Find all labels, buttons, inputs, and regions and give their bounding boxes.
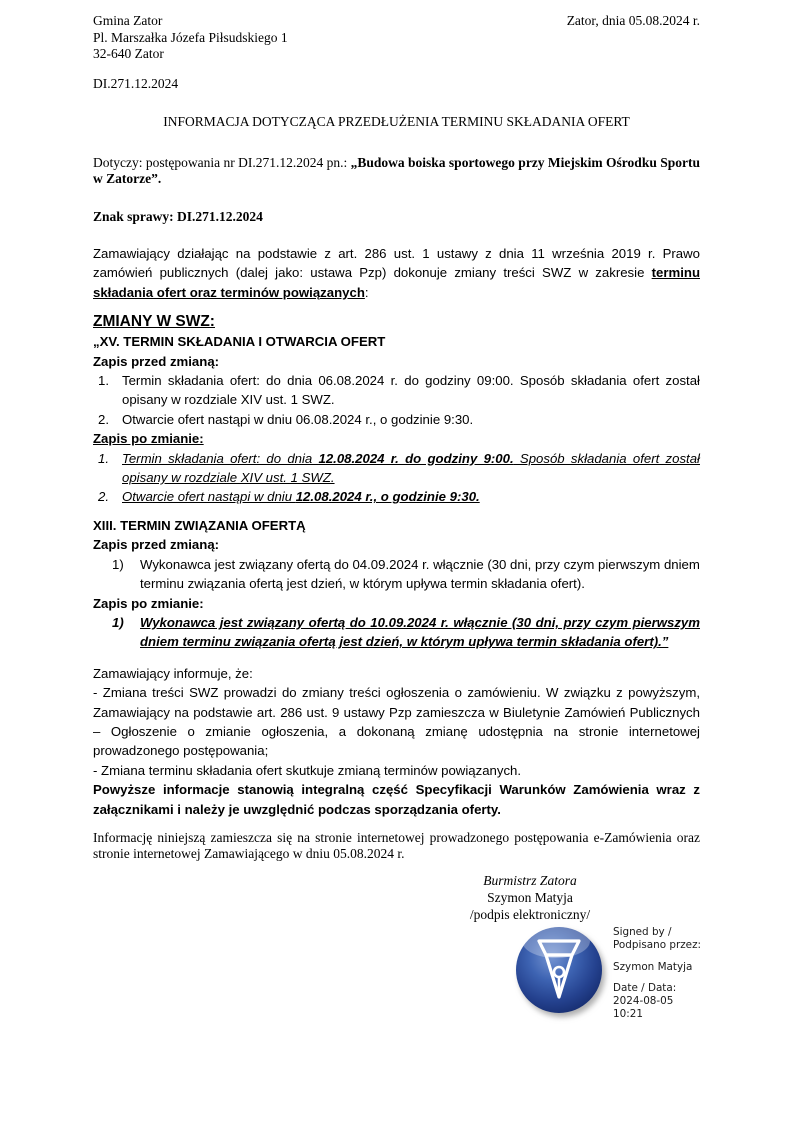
section-xiii-heading: XIII. TERMIN ZWIĄZANIA OFERTĄ	[93, 517, 306, 533]
xv-before-label: Zapis przed zmianą:	[93, 353, 220, 369]
list-item	[93, 555, 700, 594]
stamp-time-value: 10:21	[613, 1007, 643, 1020]
list-marker: 1.	[98, 373, 109, 389]
place-date: Zator, dnia 05.08.2024 r.	[566, 13, 700, 28]
pen-nib-icon	[514, 925, 604, 1015]
list-item-text: Termin składania ofert: do dnia 06.08.2024 r. do godziny 09:00. Sposób składania ofert został opisany w rozdziale XIV ust. 1 SWZ.	[122, 373, 700, 408]
stamp-text	[613, 925, 701, 1021]
sender-block	[93, 13, 288, 63]
section-xv-heading: „XV. TERMIN SKŁADANIA I OTWARCIA OFERT	[93, 334, 386, 350]
list-item	[93, 613, 700, 652]
list-item	[93, 487, 700, 506]
stamp-signed-by-line2: Podpisano przez:	[613, 938, 702, 951]
closing-paragraph: Informację niniejszą zamieszcza się na stronie internetowej prowadzonego postępowania e-Zamówienia oraz stronie internetowej Zamawiającego w dniu 05.08.2024 r.	[93, 829, 700, 862]
informs-label: Zamawiający informuje, że:	[93, 665, 253, 681]
list-marker: 2.	[98, 489, 109, 505]
regarding-text: Dotyczy: postępowania nr DI.271.12.2024 pn.:	[93, 154, 351, 170]
intro-text: Zamawiający działając na podstawie z art. 286 ust. 1 ustawy z dnia 11 września 2019 r. Prawo zamówień publicznych (dalej jako: ustawa Pzp) dokonuje zmiany treści SWZ w zakresie	[93, 246, 700, 281]
signature-note: /podpis elektroniczny/	[469, 906, 591, 922]
informs-point-2: - Zmiana terminu składania ofert skutkuje zmianą terminów powiązanych.	[93, 762, 522, 778]
list-item	[93, 410, 700, 429]
list-item-text	[122, 451, 700, 485]
informs-bold-note: Powyższe informacje stanowią integralną część Specyfikacji Warunków Zamówienia wraz z załącznikami i należy je uwzględnić podczas sporządzania oferty.	[93, 782, 700, 817]
electronic-signature-stamp	[514, 925, 706, 1021]
informs-point-1: - Zmiana treści SWZ prowadzi do zmiany treści ogłoszenia o zamówieniu. W związku z powyższym, Zamawiający na podstawie art. 286 ust. 9 ustawy Pzp zamieszcza w Biuletynie Zamówień Publicznych – Ogłoszenie o zmianie ogłoszenia, a dokonaną zmianę udostępnia na stronie internetowej prowadzonego postępowania;	[93, 685, 700, 759]
stamp-spacer	[613, 973, 701, 982]
item-text-post: Sposób składania ofert został opisany w rozdziale XIV ust. 1 SWZ.	[122, 450, 700, 486]
stamp-date-label: Date / Data:	[613, 982, 677, 995]
intro-paragraph	[93, 244, 700, 302]
sender-name: Gmina Zator	[93, 13, 163, 28]
stamp-signer-name: Szymon Matyja	[613, 960, 693, 973]
item-text-bold: 12.08.2024 r., o godzinie 9:30.	[295, 489, 480, 505]
stamp-signed-by-line1: Signed by /	[613, 925, 672, 938]
stamp-date-value: 2024-08-05	[613, 995, 674, 1008]
xiii-before-label: Zapis przed zmianą:	[93, 537, 220, 553]
list-item-text	[122, 489, 480, 504]
stamp-spacer	[613, 952, 701, 961]
intro-emphasis: terminu składania ofert oraz terminów powiązanych	[93, 265, 700, 300]
case-number: DI.271.12.2024	[93, 75, 179, 91]
list-item-text: Otwarcie ofert nastąpi w dniu 06.08.2024 r., o godzinie 9:30.	[122, 411, 474, 427]
xv-after-label: Zapis po zmianie:	[93, 431, 204, 447]
list-item	[93, 371, 700, 410]
list-marker: 2.	[98, 411, 109, 427]
signature-block	[424, 872, 636, 923]
regarding-paragraph	[93, 155, 700, 188]
list-marker: 1)	[112, 614, 124, 630]
item-text-bold: 12.08.2024 r. do godziny 9:00.	[318, 450, 514, 466]
signer-title: Burmistrz Zatora	[483, 872, 577, 888]
document-title: INFORMACJA DOTYCZĄCA PRZEDŁUŻENIA TERMINU SKŁADANIA OFERT	[163, 114, 630, 129]
item-text-pre: Termin składania ofert: do dnia	[122, 450, 319, 466]
list-marker: 1)	[112, 556, 124, 572]
list-item	[93, 449, 700, 488]
signer-name: Szymon Matyja	[487, 889, 573, 905]
sender-address-line2: 32-640 Zator	[93, 46, 164, 61]
list-item-text: Wykonawca jest związany ofertą do 04.09.2024 r. włącznie (30 dni, przy czym pierwszym dniem terminu związania ofertą jest dzień, w którym upływa termin składania ofert).	[140, 556, 700, 592]
sender-address-line1: Pl. Marszałka Józefa Piłsudskiego 1	[93, 29, 288, 45]
case-ref-label: Znak sprawy: DI.271.12.2024	[93, 208, 263, 224]
intro-colon: :	[364, 284, 369, 300]
letterhead	[93, 13, 700, 63]
changes-heading: ZMIANY W SWZ:	[93, 313, 215, 331]
item-text-pre: Otwarcie ofert nastąpi w dniu	[122, 489, 296, 505]
list-marker: 1.	[98, 450, 109, 466]
xiii-after-label: Zapis po zmianie:	[93, 595, 204, 611]
list-item-text: Wykonawca jest związany ofertą do 10.09.2024 r. włącznie (30 dni, przy czym pierwszym dniem terminu związania ofertą jest dzień, w którym upływa termin składania ofert).”	[140, 614, 700, 650]
regarding-project-name: „Budowa boiska sportowego przy Miejskim Ośrodku Sportu w Zatorze”.	[93, 154, 700, 186]
